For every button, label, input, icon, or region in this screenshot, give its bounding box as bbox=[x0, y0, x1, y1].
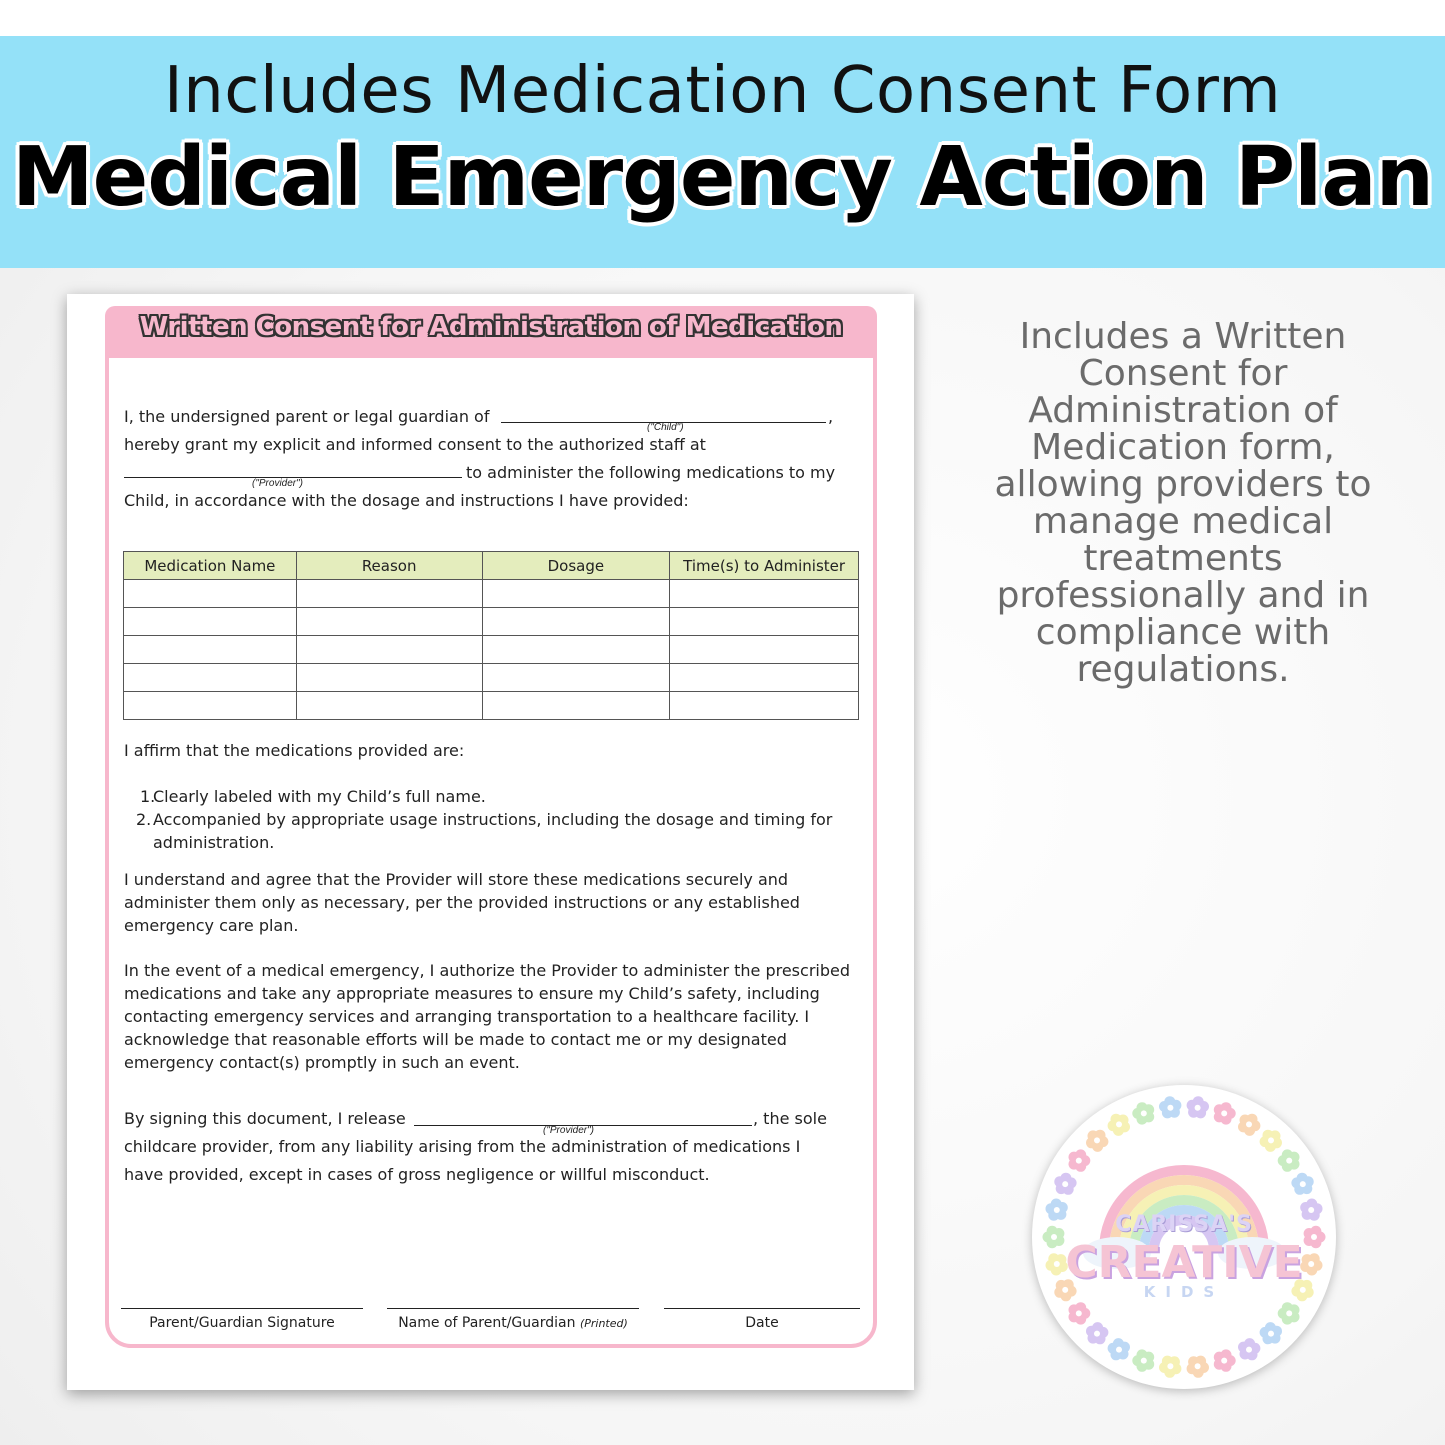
intro-line-3: to administer the following medications to my bbox=[466, 463, 836, 482]
flower-icon bbox=[1260, 1322, 1282, 1344]
top-strip bbox=[0, 0, 1445, 36]
side-description: Includes a Written Consent for Administration of Medication form, allowing providers to manage medical treatments professionally and in compliance with regulations. bbox=[994, 316, 1372, 690]
list-number-1: 1. bbox=[140, 787, 156, 806]
printed-name-text: Name of Parent/Guardian bbox=[398, 1315, 576, 1331]
table-cell[interactable] bbox=[670, 692, 859, 720]
storage-paragraph: I understand and agree that the Provider will store these medications securely and administer them only as necessary, per the provided instructions or any established emergency care plan. bbox=[124, 870, 800, 935]
printed-name-line[interactable] bbox=[387, 1308, 639, 1309]
flower-icon bbox=[1278, 1302, 1300, 1324]
flower-icon bbox=[1260, 1130, 1282, 1152]
date-line[interactable] bbox=[664, 1308, 860, 1309]
logo-line-3: KIDS bbox=[1143, 1283, 1225, 1301]
table-cell[interactable] bbox=[482, 580, 670, 608]
banner-title: Medical Emergency Action Plan bbox=[12, 130, 1433, 225]
table-row bbox=[124, 692, 859, 720]
release-provider-hint: ("Provider") bbox=[543, 1125, 594, 1136]
flower-icon bbox=[1278, 1149, 1300, 1171]
table-cell[interactable] bbox=[296, 608, 482, 636]
flower-icon bbox=[1291, 1173, 1313, 1195]
table-cell[interactable] bbox=[296, 580, 482, 608]
flower-icon bbox=[1159, 1356, 1181, 1378]
brand-logo bbox=[1032, 1085, 1336, 1389]
signature-label: Parent/Guardian Signature bbox=[149, 1315, 335, 1331]
table-cell[interactable] bbox=[124, 636, 297, 664]
table-cell[interactable] bbox=[670, 608, 859, 636]
table-row bbox=[124, 608, 859, 636]
flower-icon bbox=[1108, 1338, 1130, 1360]
table-cell[interactable] bbox=[670, 636, 859, 664]
flower-icon bbox=[1214, 1349, 1236, 1371]
emergency-paragraph: In the event of a medical emergency, I authorize the Provider to administer the prescribed medications and take any appropriate measures to ensure my Child’s safety, including contacting emergency services and arranging transportation to a healthcare facility. I acknowledge that reasonable efforts will be made to contact me or my designated emergency contact(s) promptly in such an event. bbox=[124, 961, 850, 1072]
intro-line-4: Child, in accordance with the dosage and instructions I have provided: bbox=[124, 491, 689, 510]
table-cell[interactable] bbox=[482, 608, 670, 636]
table-cell[interactable] bbox=[124, 692, 297, 720]
flower-icon bbox=[1187, 1096, 1209, 1118]
flower-icon bbox=[1069, 1149, 1091, 1171]
consent-form-sheet bbox=[67, 294, 914, 1390]
table-cell[interactable] bbox=[296, 636, 482, 664]
header-medication-name: Medication Name bbox=[124, 552, 297, 580]
flower-icon bbox=[1132, 1349, 1154, 1371]
affirm-text: I affirm that the medications provided are: bbox=[124, 741, 465, 760]
printed-hint: (Printed) bbox=[579, 1317, 628, 1330]
table-cell[interactable] bbox=[124, 664, 297, 692]
printed-name-label bbox=[387, 1315, 639, 1331]
table-header-row bbox=[124, 552, 859, 580]
logo-line-2: CREATIVE bbox=[1065, 1237, 1303, 1288]
release-line-2: childcare provider, from any liability arising from the administration of medications I bbox=[124, 1137, 801, 1156]
table-cell[interactable] bbox=[482, 664, 670, 692]
header-times: Time(s) to Administer bbox=[670, 552, 859, 580]
table-cell[interactable] bbox=[670, 580, 859, 608]
intro-line-2: hereby grant my explicit and informed consent to the authorized staff at bbox=[124, 435, 706, 454]
table-row bbox=[124, 664, 859, 692]
banner-subtitle: Includes Medication Consent Form bbox=[163, 54, 1282, 128]
flower-icon bbox=[1054, 1173, 1076, 1195]
flower-icon bbox=[1238, 1114, 1260, 1136]
flower-icon bbox=[1187, 1356, 1209, 1378]
release-line-1-end: , the sole bbox=[753, 1109, 827, 1128]
flower-icon bbox=[1108, 1114, 1130, 1136]
provider-hint: ("Provider") bbox=[252, 478, 303, 489]
table-row bbox=[124, 580, 859, 608]
flower-icon bbox=[1238, 1338, 1260, 1360]
table-cell[interactable] bbox=[482, 692, 670, 720]
header-dosage: Dosage bbox=[482, 552, 670, 580]
list-item-1: Clearly labeled with my Child’s full name. bbox=[153, 787, 486, 806]
list-number-2: 2. bbox=[136, 810, 152, 829]
flower-icon bbox=[1086, 1322, 1108, 1344]
flower-icon bbox=[1086, 1130, 1108, 1152]
flower-icon bbox=[1069, 1302, 1091, 1324]
table-row bbox=[124, 636, 859, 664]
release-line-1: By signing this document, I release bbox=[124, 1109, 406, 1128]
table-cell[interactable] bbox=[124, 608, 297, 636]
table-cell[interactable] bbox=[670, 664, 859, 692]
list-item-2: Accompanied by appropriate usage instructions, including the dosage and timing for administration. bbox=[153, 810, 833, 852]
medication-table bbox=[123, 551, 859, 720]
table-cell[interactable] bbox=[124, 580, 297, 608]
date-label: Date bbox=[745, 1315, 779, 1331]
table-cell[interactable] bbox=[296, 692, 482, 720]
flower-icon bbox=[1132, 1102, 1154, 1124]
child-hint: ("Child") bbox=[647, 422, 684, 433]
logo-line-1: CARISSA'S bbox=[1115, 1212, 1253, 1237]
intro-line-1-comma: , bbox=[828, 407, 834, 426]
intro-line-1: I, the undersigned parent or legal guardian of bbox=[124, 407, 490, 426]
flower-icon bbox=[1159, 1096, 1181, 1118]
table-cell[interactable] bbox=[296, 664, 482, 692]
table-cell[interactable] bbox=[482, 636, 670, 664]
form-title: Written Consent for Administration of Medication bbox=[139, 312, 843, 342]
flower-icon bbox=[1214, 1102, 1236, 1124]
header-reason: Reason bbox=[296, 552, 482, 580]
signature-line[interactable] bbox=[121, 1308, 363, 1309]
release-line-3: have provided, except in cases of gross negligence or willful misconduct. bbox=[124, 1165, 710, 1184]
